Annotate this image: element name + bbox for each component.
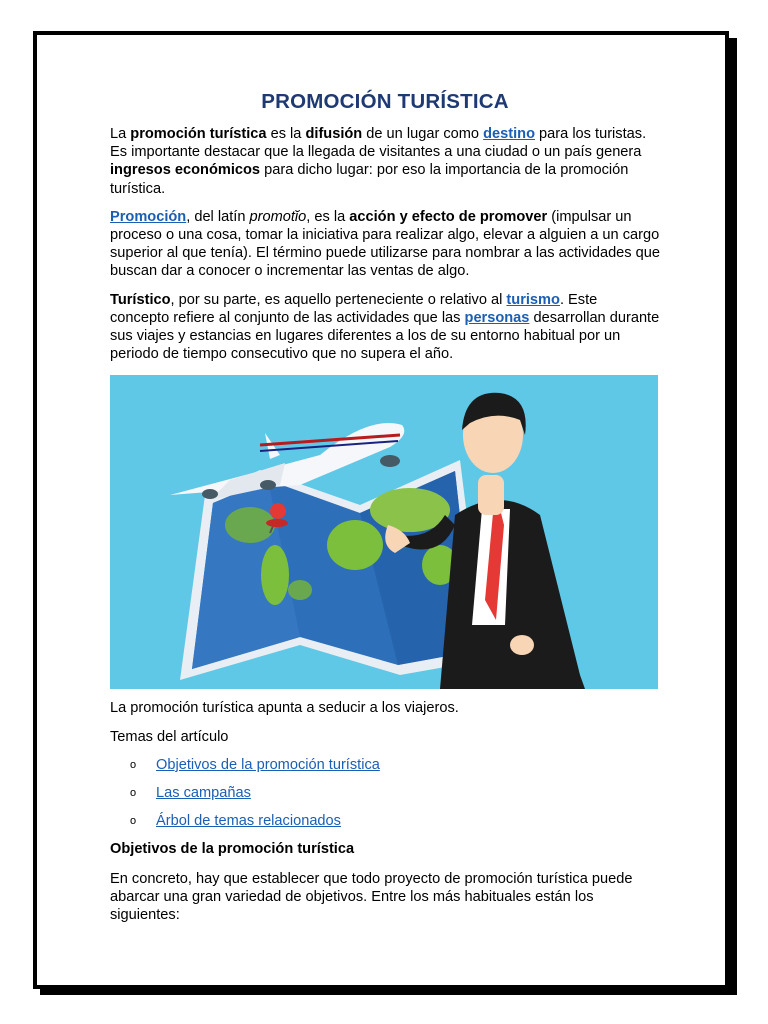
text-run: , es la [306, 208, 350, 225]
turismo-link[interactable]: turismo [506, 291, 560, 308]
text-run: para dicho lugar: por eso la importancia de la promoción turística. [110, 162, 629, 197]
toc-item [130, 756, 660, 774]
section-heading: Objetivos de la promoción turística [110, 840, 355, 857]
toc-link-campanas[interactable]: Las campañas [156, 784, 251, 801]
bullet-icon: o [130, 758, 137, 771]
toc-link-objetivos[interactable]: Objetivos de la promoción turística [156, 756, 380, 773]
toc-item [130, 812, 660, 830]
table-of-contents [110, 756, 660, 830]
text-run: (impulsar un proceso o una cosa, tomar la iniciativa para realizar algo, elevar a alguien a un cargo superior al que tenía). El término puede utilizarse para nombrar a las actividades que buscan dar a conocer o incrementar las ventas de algo. [110, 208, 661, 280]
image-caption: La promoción turística apunta a seducir a los viajeros. [110, 700, 459, 717]
bold-run: Turístico [110, 291, 171, 308]
intro-paragraph [110, 125, 660, 198]
bullet-icon: o [130, 786, 137, 799]
toc-item [130, 784, 660, 802]
document-page [33, 31, 729, 989]
promocion-paragraph [110, 208, 660, 281]
text-run: de un lugar como [362, 126, 484, 142]
bold-run: promoción turística [130, 126, 267, 142]
text-run: , del latín [186, 208, 250, 225]
turistico-paragraph [110, 291, 660, 364]
text-run: , por su parte, es aquello perteneciente o relativo al [170, 291, 507, 308]
destino-link[interactable]: destino [483, 126, 535, 142]
toc-link-arbol[interactable]: Árbol de temas relacionados [156, 812, 341, 829]
italic-run: promotĭo [249, 208, 307, 225]
bold-run: acción y efecto de promover [349, 208, 548, 225]
text-run: desarrollan durante sus viajes y estancias en lugares diferentes a los de su entorno habitual por un periodo de tiempo consecutivo que no supera el año. [110, 309, 660, 363]
text-run: . Este concepto refiere al conjunto de las actividades que las [110, 291, 598, 326]
toc-heading: Temas del artículo [110, 728, 229, 745]
bold-run: difusión [305, 126, 363, 142]
promocion-link[interactable]: Promoción [110, 208, 187, 225]
travel-illustration [110, 375, 658, 689]
bold-run: ingresos económicos [110, 162, 261, 179]
text-run: La [110, 126, 131, 142]
personas-link[interactable]: personas [464, 309, 530, 326]
text-run: es la [266, 126, 306, 142]
bullet-icon: o [130, 814, 137, 827]
text-run: para los turistas. Es importante destacar que la llegada de visitantes a una ciudad o un país genera [110, 126, 647, 161]
page-content [110, 85, 660, 925]
page-title: PROMOCIÓN TURÍSTICA [261, 90, 509, 113]
objectives-paragraph: En concreto, hay que establecer que todo proyecto de promoción turística puede abarcar una gran variedad de objetivos. Entre los más habituales están los siguientes: [110, 871, 633, 924]
